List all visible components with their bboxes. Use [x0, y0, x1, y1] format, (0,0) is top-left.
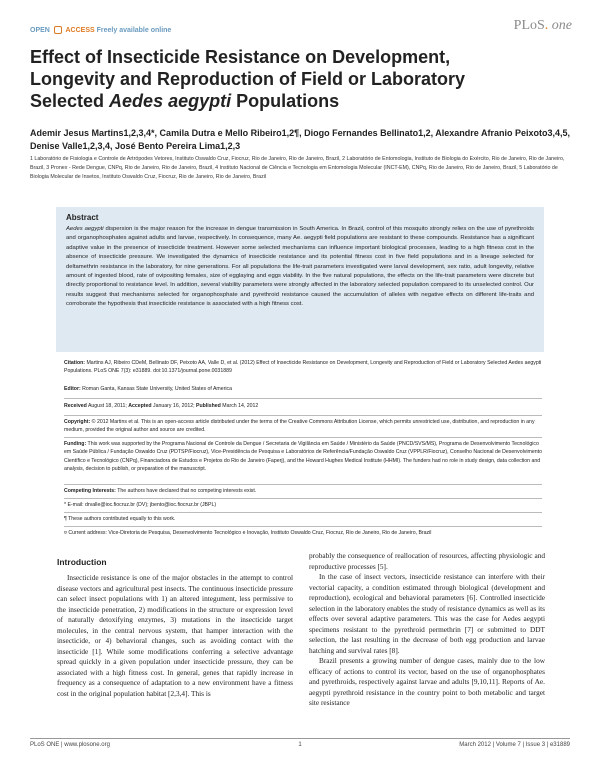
right-column	[309, 551, 545, 709]
intro-paragraph: In the case of insect vectors, insecticide resistance can interfere with their vectorial capacity, a condition estimated through biological (development and reproduction), ecological and behavioral parameters [6]. Controlled insecticide selection in the laboratory enables the study of resistance dynamics as well as its effects over several adaptive parameters. This was the case for Aedes aegypti specimens resistant to the pyrethroid permethrin [7] or submitted to DDT selection, the last resulting in the decrease of both egg production and larvae hatching and survival rates [8].	[309, 572, 545, 655]
open-access-lock-icon	[54, 26, 62, 34]
title-line-2: Longevity and Reproduction of Field or Laboratory	[30, 69, 466, 89]
accepted-date: January 16, 2012;	[151, 403, 197, 409]
editor-text: Roman Ganta, Kansas State University, United States of America	[80, 386, 232, 392]
paper-title	[30, 46, 570, 112]
page-number: 1	[298, 742, 302, 748]
title-line-1: Effect of Insecticide Resistance on Development,	[30, 47, 451, 67]
citation-text: Martins AJ, Ribeiro CDeM, Bellinato DF, Peixoto AA, Valle D, et al. (2012) Effect of Insecticide Resistance on Development, Longevity and Reproduction of Field or Laboratory Selected Aedes aegypti Populations. PLoS ONE 7(3): e31889. doi:10.1371/journal.pone.0031889	[64, 360, 542, 375]
email: * E-mail: drvalle@ioc.fiocruz.br (DV); jbento@ioc.fiocruz.br (JBPL)	[64, 502, 217, 508]
left-column	[57, 573, 293, 699]
editor	[64, 385, 542, 393]
copyright	[64, 418, 542, 435]
published-label: Published	[196, 403, 221, 409]
copyright-label: Copyright:	[64, 419, 91, 425]
accepted-label: Accepted	[128, 403, 152, 409]
funding	[64, 440, 542, 474]
current-address: ¤ Current address: Vice-Diretoria de Pesquisa, Desenvolvimento Tecnológico e Inovação, Instituto Oswaldo Cruz, Fiocruz, Rio de Janeiro, Rio de Janeiro, Brazil	[64, 530, 432, 536]
abstract-text	[66, 225, 534, 310]
divider	[64, 437, 542, 438]
title-line-3-post: Populations	[231, 91, 340, 111]
funding-label: Funding:	[64, 441, 87, 447]
footer-journal: PLoS ONE | www.plosone.org	[30, 742, 110, 748]
introduction-heading: Introduction	[57, 557, 107, 567]
abstract-body: dispersion is the major reason for the increase in dengue transmission in South America. In Brazil, control of this mosquito strongly relies on the use of pyrethroids and organophosphates against adults and larvae, respectively. In consequence, many Ae. aegypti field populations are resistant to these compounds. Resistance has a significant adaptive value in the presence of insecticide treatment. However some selected mechanisms can influence important biological processes, leading to a high fitness cost in the absence of insecticide pressure. We investigated the dynamics of insecticide resistance and its potential fitness cost in five field populations and in a lineage selected for deltamethrin resistance in the laboratory, for nine generations. For all populations the life-trait parameters investigated were larval development, sex ratio, adult longevity, relative amount of ingested blood, rate of ovipositing females, size of egglaying and eggs viability. In the five natural populations, the effects on the life-trait parameters were discrete but directly proportional to resistance level. In addition, several viability parameters were strongly affected in the laboratory selected population compared to its unselected control. Our results suggest that mechanisms selected for organophosphate and pyrethroid resistance caused the accumulation of alleles with negative effects on different life-traits and corroborate the hypothesis that insecticide resistance is associated with a high fitness cost.	[66, 226, 534, 308]
competing-text: The authors have declared that no competing interests exist.	[115, 488, 257, 494]
competing-interests	[64, 487, 542, 495]
title-line-3-pre: Selected	[30, 91, 110, 111]
copyright-text: © 2012 Martins et al. This is an open-access article distributed under the terms of the Creative Commons Attribution License, which permits unrestricted use, distribution, and reproduction in any medium, provided the original author and source are credited.	[64, 419, 535, 434]
received-label: Received	[64, 403, 87, 409]
dates	[64, 402, 542, 410]
citation	[64, 359, 542, 376]
funding-text: This work was supported by the Programa Nacional de Controle da Dengue / Secretaria de Vigilância em Saúde / Ministério da Saúde (PNCD/SVS/MS), Programa de Desenvolvimento Tecnológico em Saúde Pública / Fundação Oswaldo Cruz (PDTSP/Fiocruz), Vice-Presidência de Pesquisa e Laboratórios de Referência/Fundação Oswaldo Cruz (VPPLR/Fiocruz), Conselho Nacional de Desenvolvimento Científico e Tecnológico (CNPq), Financiadora de Estudos e Projetos do Rio de Janeiro (Faperj), and the Howard Hughes Medical Institute (HHMI). The funders had no role in study design, data collection and analysis, decision to publish, or preparation of the manuscript.	[64, 441, 542, 473]
footer-issue: March 2012 | Volume 7 | Issue 3 | e31889	[459, 742, 570, 748]
divider	[64, 512, 542, 513]
footer-divider	[30, 738, 570, 739]
open-access-word: ACCESS	[65, 26, 95, 34]
received-date: August 18, 2011;	[86, 403, 129, 409]
abstract-heading: Abstract	[66, 213, 99, 222]
open-access-prefix: OPEN	[30, 26, 50, 34]
journal-logo-left: PLoS	[513, 18, 545, 33]
competing-label: Competing Interests:	[64, 488, 116, 494]
intro-paragraph: Brazil presents a growing number of dengue cases, mainly due to the low efficacy of actions to control its vector, based on the use of organophosphates and pyrethroids, respectively against larvae and adults [9,10,11]. Reports of Ae. aegypti pyrethroid resistance in the country point to both metabolic and target site resistance	[309, 656, 545, 707]
published-date: March 14, 2012	[220, 403, 259, 409]
open-access-suffix: Freely available online	[96, 26, 172, 34]
divider	[64, 498, 542, 499]
journal-logo-right: one	[551, 18, 572, 33]
journal-logo: PLoS. one	[513, 18, 572, 33]
title-line-3-italic: Aedes aegypti	[109, 91, 232, 111]
page-footer	[30, 740, 570, 754]
divider	[64, 484, 542, 485]
editor-label: Editor:	[64, 386, 81, 392]
author-list: Ademir Jesus Martins1,2,3,4*, Camila Dutra e Mello Ribeiro1,2¶, Diogo Fernandes Bellinato1,2, Alexandre Afranio Peixoto3,4,5, Denise Valle1,2,3,4, José Bento Pereira Lima1,2,3	[30, 128, 571, 151]
divider	[64, 526, 542, 527]
equal-contribution: ¶ These authors contributed equally to this work.	[64, 516, 176, 522]
open-access-banner	[30, 26, 171, 34]
intro-paragraph: Insecticide resistance is one of the major obstacles in the attempt to control disease vectors and agricultural pest insects. The continuous insecticide pressure can select insect populations with 1) an altered integument, less permissive to the insecticide penetration, 2) modifications in the structure or expression level of naturally detoxifying enzymes, 3) mutations in the insecticide target molecules, in the central nervous system, that hamper interaction with the insecticide, or 4) behavioral changes, such as avoiding contact with the insecticide [1]. While some modifications conferring a selective advantage spread quickly in a given population under insecticide pressure, they can be associated with a high fitness cost. In general, genes that rapidly increase in frequency as a consequence of adaptation to a new environment have a fitness cost in the original population habitat [2,3,4]. This is	[57, 573, 293, 698]
citation-label: Citation:	[64, 360, 86, 366]
divider	[64, 398, 542, 399]
divider	[64, 415, 542, 416]
intro-paragraph: probably the consequence of reallocation of resources, affecting physiologic and reproductive processes [5].	[309, 551, 545, 571]
abstract-lead-italic: Aedes aegypti	[66, 226, 104, 232]
abstract-box	[56, 207, 544, 352]
affiliations: 1 Laboratório de Fisiologia e Controle de Artrópodes Vetores, Instituto Oswaldo Cruz, Fiocruz, Rio de Janeiro, Rio de Janeiro, Brazil, 2 Laboratório de Entomologia, Instituto de Biologia do Exército, Rio de Janeiro, Rio de Janeiro, Brazil, 3 Pronex - Rede Dengue, CNPq, Rio de Janeiro, Rio de Janeiro, Brazil, 4 Instituto Nacional de Ciência e Tecnologia em Entomologia Molecular (INCT-EM), CNPq, Rio de Janeiro, Rio de Janeiro, Brazil, 5 Laboratório de Biologia Molecular de Insetos, Instituto Oswaldo Cruz, Fiocruz, Rio de Janeiro, Rio de Janeiro, Brazil	[30, 156, 565, 180]
